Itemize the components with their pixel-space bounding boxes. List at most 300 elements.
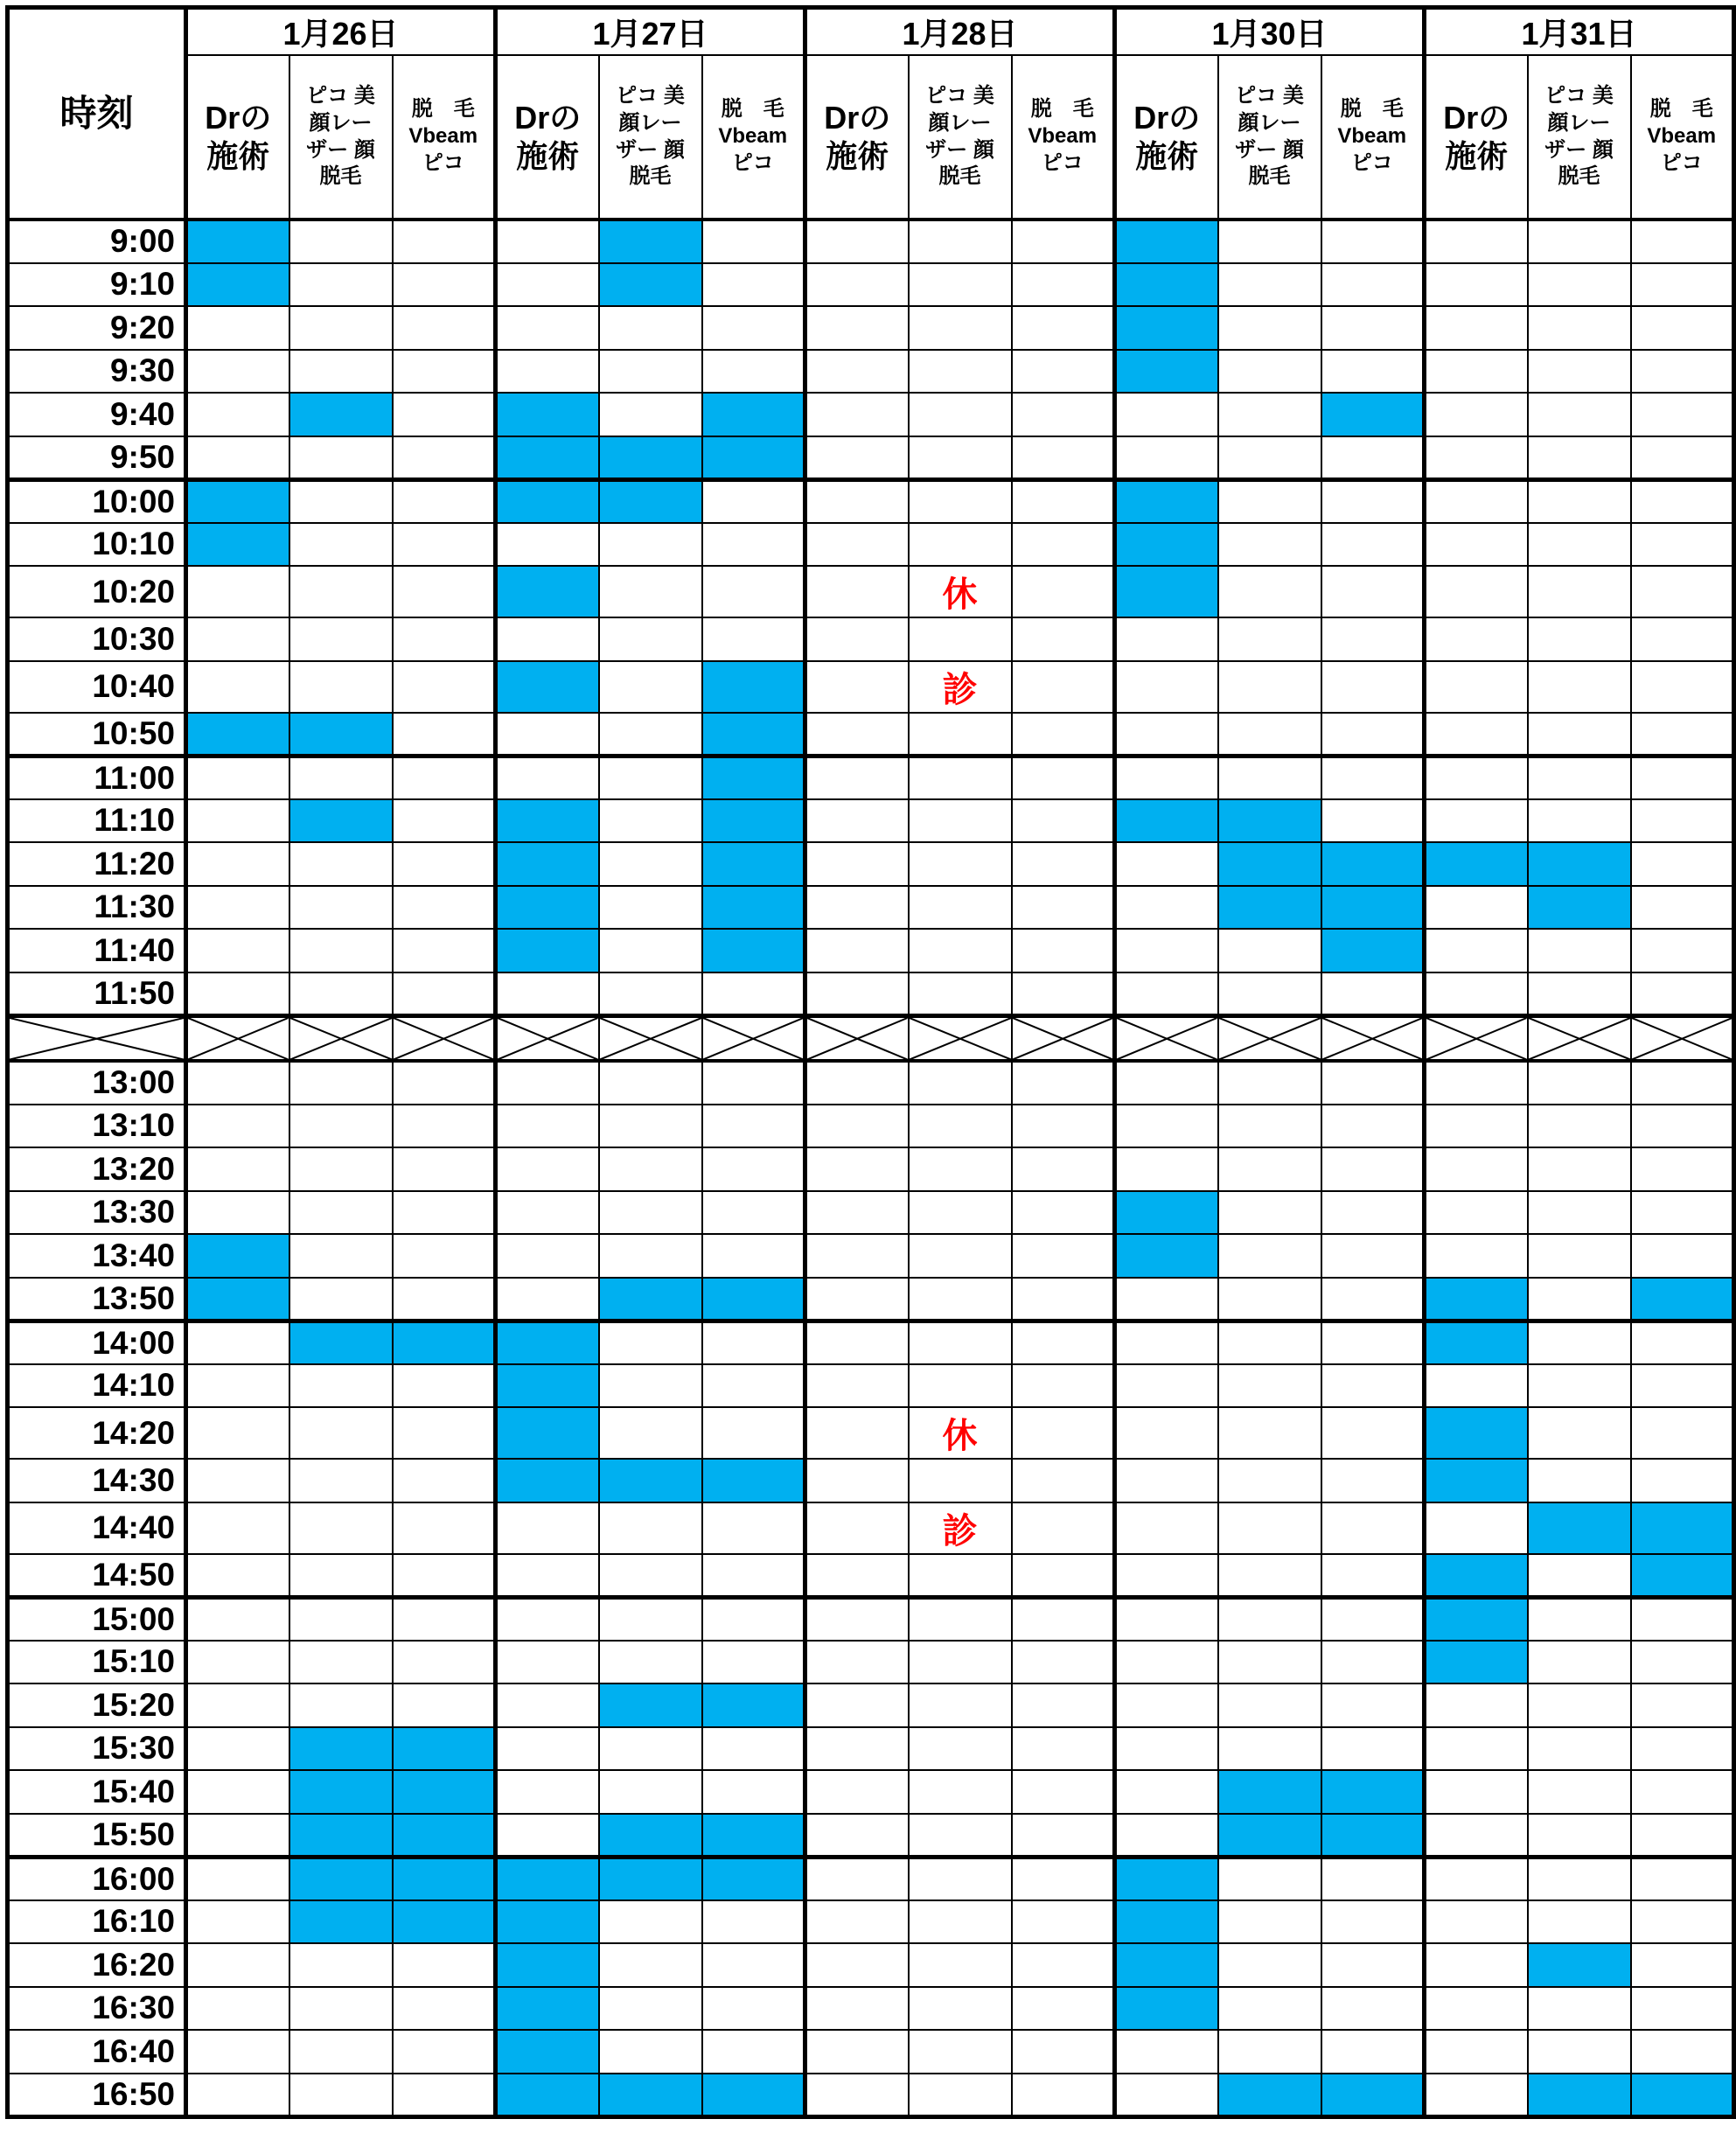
- open-slot[interactable]: [1115, 1321, 1218, 1364]
- open-slot[interactable]: [909, 1554, 1012, 1598]
- open-slot[interactable]: [1425, 713, 1528, 756]
- booked-slot[interactable]: [186, 220, 289, 263]
- open-slot[interactable]: [1218, 1943, 1321, 1987]
- open-slot[interactable]: [393, 1597, 496, 1641]
- open-slot[interactable]: [1321, 972, 1425, 1016]
- open-slot[interactable]: [496, 1147, 599, 1191]
- open-slot[interactable]: [909, 1105, 1012, 1148]
- open-slot[interactable]: [1528, 799, 1631, 843]
- booked-slot[interactable]: [496, 1857, 599, 1900]
- open-slot[interactable]: [702, 1234, 805, 1278]
- open-slot[interactable]: [909, 929, 1012, 972]
- open-slot[interactable]: [909, 350, 1012, 394]
- open-slot[interactable]: [1218, 393, 1321, 436]
- open-slot[interactable]: [1218, 1105, 1321, 1148]
- open-slot[interactable]: [289, 1105, 393, 1148]
- open-slot[interactable]: [496, 523, 599, 567]
- open-slot[interactable]: [1115, 886, 1218, 930]
- booked-slot[interactable]: [1321, 842, 1425, 886]
- open-slot[interactable]: [909, 1459, 1012, 1502]
- booked-slot[interactable]: [1321, 393, 1425, 436]
- open-slot[interactable]: [393, 972, 496, 1016]
- open-slot[interactable]: [702, 1987, 805, 2031]
- booked-slot[interactable]: [1218, 1770, 1321, 1814]
- open-slot[interactable]: [909, 1321, 1012, 1364]
- open-slot[interactable]: [1631, 1459, 1734, 1502]
- booked-slot[interactable]: [289, 1814, 393, 1858]
- open-slot[interactable]: [805, 1987, 909, 2031]
- open-slot[interactable]: [1012, 1234, 1115, 1278]
- open-slot[interactable]: [1218, 220, 1321, 263]
- booked-slot[interactable]: [1528, 1502, 1631, 1554]
- open-slot[interactable]: [1218, 263, 1321, 307]
- open-slot[interactable]: [805, 1234, 909, 1278]
- open-slot[interactable]: [496, 1683, 599, 1727]
- open-slot[interactable]: [1012, 713, 1115, 756]
- open-slot[interactable]: [186, 1502, 289, 1554]
- open-slot[interactable]: [599, 1321, 702, 1364]
- booked-slot[interactable]: [702, 929, 805, 972]
- open-slot[interactable]: [1218, 523, 1321, 567]
- open-slot[interactable]: [1425, 886, 1528, 930]
- open-slot[interactable]: [1321, 479, 1425, 523]
- open-slot[interactable]: [909, 1900, 1012, 1944]
- booked-slot[interactable]: [1631, 1278, 1734, 1321]
- booked-slot[interactable]: [1218, 1814, 1321, 1858]
- open-slot[interactable]: [702, 1597, 805, 1641]
- booked-slot[interactable]: [186, 1234, 289, 1278]
- open-slot[interactable]: [1115, 1727, 1218, 1771]
- open-slot[interactable]: [186, 1641, 289, 1684]
- booked-slot[interactable]: [393, 1857, 496, 1900]
- booked-slot[interactable]: [496, 661, 599, 713]
- open-slot[interactable]: [186, 436, 289, 480]
- open-slot[interactable]: [1218, 566, 1321, 617]
- open-slot[interactable]: [393, 842, 496, 886]
- open-slot[interactable]: [1218, 1554, 1321, 1598]
- open-slot[interactable]: [1115, 713, 1218, 756]
- open-slot[interactable]: [702, 1061, 805, 1105]
- open-slot[interactable]: [1631, 1814, 1734, 1858]
- open-slot[interactable]: [702, 1321, 805, 1364]
- booked-slot[interactable]: [1115, 479, 1218, 523]
- open-slot[interactable]: [1115, 2030, 1218, 2074]
- open-slot[interactable]: [1631, 1407, 1734, 1459]
- open-slot[interactable]: [805, 220, 909, 263]
- open-slot[interactable]: [186, 1857, 289, 1900]
- open-slot[interactable]: [1218, 1321, 1321, 1364]
- open-slot[interactable]: [1012, 436, 1115, 480]
- open-slot[interactable]: [186, 306, 289, 350]
- open-slot[interactable]: [1631, 1727, 1734, 1771]
- open-slot[interactable]: [1012, 479, 1115, 523]
- booked-slot[interactable]: [1631, 2074, 1734, 2117]
- open-slot[interactable]: [1631, 617, 1734, 661]
- open-slot[interactable]: [1631, 886, 1734, 930]
- open-slot[interactable]: [289, 886, 393, 930]
- open-slot[interactable]: [1218, 617, 1321, 661]
- open-slot[interactable]: [599, 523, 702, 567]
- open-slot[interactable]: [1218, 1147, 1321, 1191]
- open-slot[interactable]: [393, 220, 496, 263]
- open-slot[interactable]: [289, 263, 393, 307]
- open-slot[interactable]: [1012, 263, 1115, 307]
- open-slot[interactable]: [599, 1234, 702, 1278]
- open-slot[interactable]: [1321, 1900, 1425, 1944]
- open-slot[interactable]: [186, 1597, 289, 1641]
- open-slot[interactable]: [393, 1459, 496, 1502]
- open-slot[interactable]: [1425, 1364, 1528, 1408]
- open-slot[interactable]: [393, 2074, 496, 2117]
- open-slot[interactable]: [1218, 972, 1321, 1016]
- open-slot[interactable]: [1321, 617, 1425, 661]
- booked-slot[interactable]: [496, 479, 599, 523]
- open-slot[interactable]: [805, 842, 909, 886]
- open-slot[interactable]: [1321, 661, 1425, 713]
- open-slot[interactable]: [599, 1597, 702, 1641]
- open-slot[interactable]: [702, 566, 805, 617]
- booked-slot[interactable]: [186, 1278, 289, 1321]
- open-slot[interactable]: [289, 1502, 393, 1554]
- open-slot[interactable]: [1012, 2074, 1115, 2117]
- open-slot[interactable]: [702, 479, 805, 523]
- open-slot[interactable]: [289, 617, 393, 661]
- open-slot[interactable]: [1528, 1321, 1631, 1364]
- open-slot[interactable]: [1631, 1770, 1734, 1814]
- open-slot[interactable]: [1218, 1191, 1321, 1235]
- open-slot[interactable]: [805, 1147, 909, 1191]
- open-slot[interactable]: [1115, 1407, 1218, 1459]
- open-slot[interactable]: [1012, 1502, 1115, 1554]
- open-slot[interactable]: [702, 1641, 805, 1684]
- booked-slot[interactable]: [1425, 1459, 1528, 1502]
- open-slot[interactable]: [1528, 2030, 1631, 2074]
- open-slot[interactable]: [1321, 523, 1425, 567]
- open-slot[interactable]: [1528, 1234, 1631, 1278]
- open-slot[interactable]: [1115, 1597, 1218, 1641]
- booked-slot[interactable]: [702, 799, 805, 843]
- booked-slot[interactable]: [1115, 1234, 1218, 1278]
- open-slot[interactable]: [909, 617, 1012, 661]
- booked-slot[interactable]: [702, 1459, 805, 1502]
- open-slot[interactable]: [393, 1987, 496, 2031]
- open-slot[interactable]: [393, 306, 496, 350]
- open-slot[interactable]: [1631, 713, 1734, 756]
- open-slot[interactable]: [393, 1061, 496, 1105]
- open-slot[interactable]: [909, 1683, 1012, 1727]
- open-slot[interactable]: [289, 350, 393, 394]
- open-slot[interactable]: [393, 1407, 496, 1459]
- open-slot[interactable]: [1115, 661, 1218, 713]
- open-slot[interactable]: [805, 1597, 909, 1641]
- open-slot[interactable]: [1321, 1857, 1425, 1900]
- open-slot[interactable]: [186, 350, 289, 394]
- open-slot[interactable]: [1425, 1502, 1528, 1554]
- open-slot[interactable]: [1528, 1407, 1631, 1459]
- open-slot[interactable]: [805, 972, 909, 1016]
- open-slot[interactable]: [702, 1770, 805, 1814]
- open-slot[interactable]: [1012, 929, 1115, 972]
- open-slot[interactable]: [1528, 1278, 1631, 1321]
- booked-slot[interactable]: [1115, 566, 1218, 617]
- open-slot[interactable]: [186, 2030, 289, 2074]
- open-slot[interactable]: [1012, 1554, 1115, 1598]
- open-slot[interactable]: [599, 1502, 702, 1554]
- booked-slot[interactable]: [1218, 799, 1321, 843]
- open-slot[interactable]: [805, 306, 909, 350]
- open-slot[interactable]: [909, 1987, 1012, 2031]
- open-slot[interactable]: [289, 1683, 393, 1727]
- open-slot[interactable]: [1631, 306, 1734, 350]
- open-slot[interactable]: [496, 1597, 599, 1641]
- open-slot[interactable]: [496, 350, 599, 394]
- open-slot[interactable]: [1631, 1061, 1734, 1105]
- open-slot[interactable]: [805, 1278, 909, 1321]
- open-slot[interactable]: [1321, 1321, 1425, 1364]
- open-slot[interactable]: [909, 436, 1012, 480]
- open-slot[interactable]: [1012, 1987, 1115, 2031]
- open-slot[interactable]: [186, 1900, 289, 1944]
- open-slot[interactable]: [393, 661, 496, 713]
- open-slot[interactable]: [599, 799, 702, 843]
- booked-slot[interactable]: [1115, 1987, 1218, 2031]
- open-slot[interactable]: [1321, 1234, 1425, 1278]
- open-slot[interactable]: [909, 1278, 1012, 1321]
- open-slot[interactable]: [805, 263, 909, 307]
- open-slot[interactable]: [1218, 1900, 1321, 1944]
- open-slot[interactable]: [1321, 1191, 1425, 1235]
- open-slot[interactable]: [702, 220, 805, 263]
- open-slot[interactable]: [1115, 1683, 1218, 1727]
- open-slot[interactable]: [289, 436, 393, 480]
- open-slot[interactable]: [1218, 1459, 1321, 1502]
- open-slot[interactable]: [702, 1191, 805, 1235]
- open-slot[interactable]: [1425, 1191, 1528, 1235]
- open-slot[interactable]: [186, 1727, 289, 1771]
- open-slot[interactable]: [289, 2074, 393, 2117]
- open-slot[interactable]: [1012, 1459, 1115, 1502]
- open-slot[interactable]: [909, 2074, 1012, 2117]
- open-slot[interactable]: [1528, 1987, 1631, 2031]
- open-slot[interactable]: [599, 1770, 702, 1814]
- booked-slot[interactable]: [186, 523, 289, 567]
- open-slot[interactable]: [805, 1502, 909, 1554]
- open-slot[interactable]: [1115, 436, 1218, 480]
- open-slot[interactable]: [805, 1105, 909, 1148]
- open-slot[interactable]: [496, 1814, 599, 1858]
- booked-slot[interactable]: [1115, 220, 1218, 263]
- booked-slot[interactable]: [496, 1407, 599, 1459]
- open-slot[interactable]: [1012, 842, 1115, 886]
- open-slot[interactable]: [393, 1191, 496, 1235]
- open-slot[interactable]: [1528, 1857, 1631, 1900]
- open-slot[interactable]: [1425, 1814, 1528, 1858]
- booked-slot[interactable]: [1321, 1814, 1425, 1858]
- booked-slot[interactable]: [496, 2030, 599, 2074]
- open-slot[interactable]: [186, 972, 289, 1016]
- open-slot[interactable]: [909, 523, 1012, 567]
- open-slot[interactable]: [805, 886, 909, 930]
- open-slot[interactable]: [909, 1770, 1012, 1814]
- open-slot[interactable]: [1218, 479, 1321, 523]
- open-slot[interactable]: [1012, 1321, 1115, 1364]
- open-slot[interactable]: [1012, 2030, 1115, 2074]
- booked-slot[interactable]: [599, 479, 702, 523]
- open-slot[interactable]: [805, 661, 909, 713]
- open-slot[interactable]: [186, 1770, 289, 1814]
- booked-slot[interactable]: [599, 1814, 702, 1858]
- open-slot[interactable]: [393, 523, 496, 567]
- open-slot[interactable]: [1012, 1683, 1115, 1727]
- open-slot[interactable]: [289, 1554, 393, 1598]
- open-slot[interactable]: [186, 393, 289, 436]
- open-slot[interactable]: [1528, 350, 1631, 394]
- open-slot[interactable]: [1321, 1502, 1425, 1554]
- open-slot[interactable]: [805, 617, 909, 661]
- open-slot[interactable]: [805, 350, 909, 394]
- open-slot[interactable]: [1218, 1234, 1321, 1278]
- open-slot[interactable]: [496, 1278, 599, 1321]
- open-slot[interactable]: [805, 1814, 909, 1858]
- open-slot[interactable]: [1012, 1191, 1115, 1235]
- open-slot[interactable]: [1321, 220, 1425, 263]
- booked-slot[interactable]: [289, 393, 393, 436]
- open-slot[interactable]: [1425, 929, 1528, 972]
- open-slot[interactable]: [805, 436, 909, 480]
- open-slot[interactable]: [1115, 1105, 1218, 1148]
- open-slot[interactable]: [289, 756, 393, 799]
- open-slot[interactable]: [289, 1597, 393, 1641]
- booked-slot[interactable]: [496, 1321, 599, 1364]
- open-slot[interactable]: [1218, 1061, 1321, 1105]
- open-slot[interactable]: [1321, 756, 1425, 799]
- open-slot[interactable]: [909, 263, 1012, 307]
- booked-slot[interactable]: [393, 1770, 496, 1814]
- open-slot[interactable]: [186, 2074, 289, 2117]
- open-slot[interactable]: [1321, 1459, 1425, 1502]
- open-slot[interactable]: [599, 306, 702, 350]
- open-slot[interactable]: [393, 263, 496, 307]
- open-slot[interactable]: [805, 479, 909, 523]
- open-slot[interactable]: [1425, 1727, 1528, 1771]
- open-slot[interactable]: [805, 1061, 909, 1105]
- open-slot[interactable]: [1631, 1987, 1734, 2031]
- booked-slot[interactable]: [702, 886, 805, 930]
- open-slot[interactable]: [1528, 436, 1631, 480]
- open-slot[interactable]: [393, 1105, 496, 1148]
- booked-slot[interactable]: [289, 713, 393, 756]
- open-slot[interactable]: [1631, 2030, 1734, 2074]
- open-slot[interactable]: [1528, 479, 1631, 523]
- open-slot[interactable]: [393, 1364, 496, 1408]
- booked-slot[interactable]: [702, 842, 805, 886]
- open-slot[interactable]: [1218, 1987, 1321, 2031]
- open-slot[interactable]: [599, 1061, 702, 1105]
- booked-slot[interactable]: [1218, 842, 1321, 886]
- booked-slot[interactable]: [599, 220, 702, 263]
- open-slot[interactable]: [1012, 393, 1115, 436]
- open-slot[interactable]: [599, 350, 702, 394]
- open-slot[interactable]: [1115, 929, 1218, 972]
- open-slot[interactable]: [1218, 306, 1321, 350]
- booked-slot[interactable]: [1631, 1502, 1734, 1554]
- open-slot[interactable]: [186, 617, 289, 661]
- booked-slot[interactable]: [1631, 1554, 1734, 1598]
- booked-slot[interactable]: [599, 1459, 702, 1502]
- open-slot[interactable]: [1321, 713, 1425, 756]
- booked-slot[interactable]: [702, 1857, 805, 1900]
- booked-slot[interactable]: [496, 2074, 599, 2117]
- open-slot[interactable]: [289, 1191, 393, 1235]
- open-slot[interactable]: [599, 713, 702, 756]
- open-slot[interactable]: [1218, 756, 1321, 799]
- booked-slot[interactable]: [1218, 886, 1321, 930]
- open-slot[interactable]: [496, 972, 599, 1016]
- booked-slot[interactable]: [496, 436, 599, 480]
- open-slot[interactable]: [702, 1105, 805, 1148]
- open-slot[interactable]: [1528, 1061, 1631, 1105]
- open-slot[interactable]: [909, 2030, 1012, 2074]
- open-slot[interactable]: [702, 1727, 805, 1771]
- open-slot[interactable]: [186, 1321, 289, 1364]
- open-slot[interactable]: [1631, 1597, 1734, 1641]
- open-slot[interactable]: [1012, 617, 1115, 661]
- booked-slot[interactable]: [1115, 1857, 1218, 1900]
- open-slot[interactable]: [1528, 523, 1631, 567]
- open-slot[interactable]: [909, 886, 1012, 930]
- open-slot[interactable]: [1218, 1641, 1321, 1684]
- open-slot[interactable]: [1631, 661, 1734, 713]
- open-slot[interactable]: [1218, 436, 1321, 480]
- open-slot[interactable]: [1321, 1061, 1425, 1105]
- open-slot[interactable]: [1115, 1459, 1218, 1502]
- open-slot[interactable]: [1321, 1364, 1425, 1408]
- open-slot[interactable]: [496, 1502, 599, 1554]
- open-slot[interactable]: [1528, 617, 1631, 661]
- booked-slot[interactable]: [496, 929, 599, 972]
- booked-slot[interactable]: [599, 436, 702, 480]
- open-slot[interactable]: [1218, 1857, 1321, 1900]
- open-slot[interactable]: [1012, 1727, 1115, 1771]
- booked-slot[interactable]: [496, 393, 599, 436]
- open-slot[interactable]: [289, 1407, 393, 1459]
- open-slot[interactable]: [1425, 799, 1528, 843]
- open-slot[interactable]: [805, 799, 909, 843]
- open-slot[interactable]: [599, 842, 702, 886]
- booked-slot[interactable]: [1115, 523, 1218, 567]
- open-slot[interactable]: [805, 1191, 909, 1235]
- open-slot[interactable]: [496, 1234, 599, 1278]
- open-slot[interactable]: [393, 566, 496, 617]
- open-slot[interactable]: [1528, 713, 1631, 756]
- open-slot[interactable]: [1321, 1147, 1425, 1191]
- open-slot[interactable]: [1321, 1554, 1425, 1598]
- open-slot[interactable]: [1321, 263, 1425, 307]
- booked-slot[interactable]: [1115, 1900, 1218, 1944]
- open-slot[interactable]: [289, 1459, 393, 1502]
- open-slot[interactable]: [393, 1943, 496, 1987]
- open-slot[interactable]: [1631, 1234, 1734, 1278]
- open-slot[interactable]: [1218, 1727, 1321, 1771]
- open-slot[interactable]: [289, 566, 393, 617]
- open-slot[interactable]: [186, 1105, 289, 1148]
- open-slot[interactable]: [1425, 1234, 1528, 1278]
- open-slot[interactable]: [1012, 566, 1115, 617]
- open-slot[interactable]: [805, 2030, 909, 2074]
- open-slot[interactable]: [1012, 306, 1115, 350]
- open-slot[interactable]: [1425, 661, 1528, 713]
- open-slot[interactable]: [289, 306, 393, 350]
